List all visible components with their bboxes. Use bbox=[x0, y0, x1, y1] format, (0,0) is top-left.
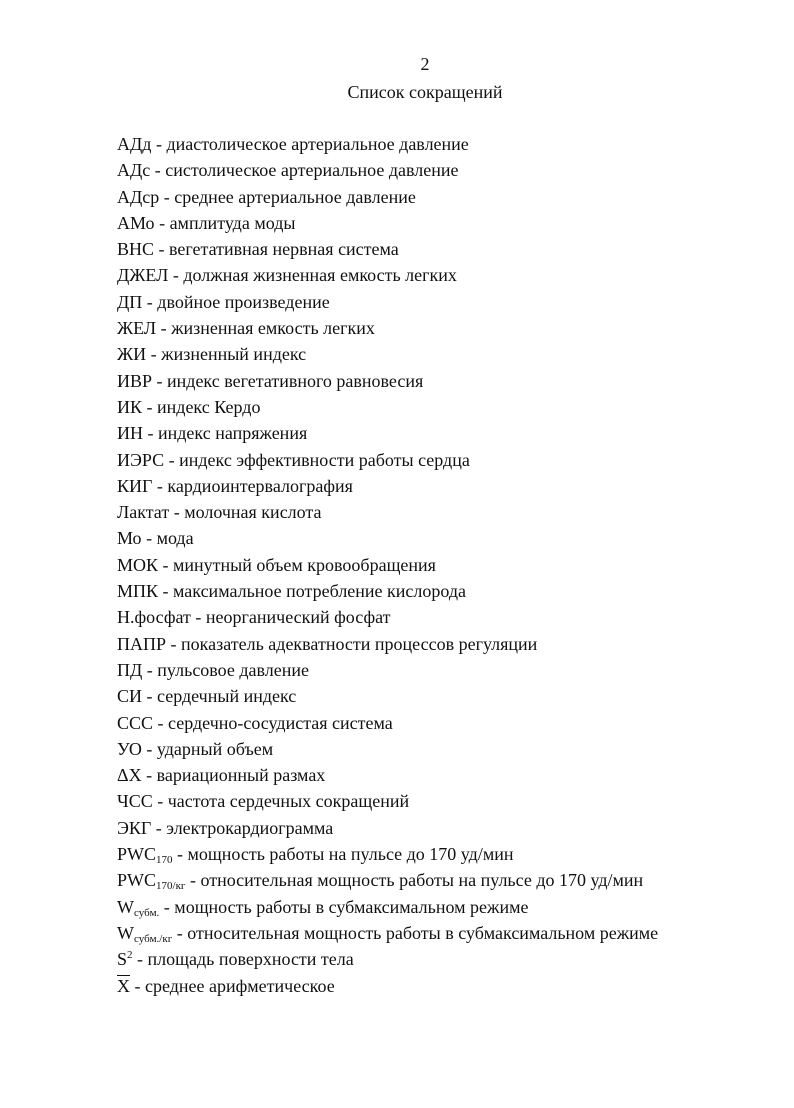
abbreviation-term: АМо bbox=[117, 212, 155, 233]
abbreviation-term: Н.фосфат bbox=[117, 607, 191, 628]
abbreviation-definition: вариационный размах bbox=[156, 765, 326, 786]
abbreviation-term: СИ bbox=[117, 686, 143, 707]
abbreviation-definition: площадь поверхности тела bbox=[147, 949, 354, 970]
abbreviation-subscript: 170 bbox=[156, 854, 173, 867]
abbreviation-term: Лактат bbox=[117, 502, 170, 523]
abbreviation-term: Х bbox=[117, 975, 130, 996]
abbreviation-definition: жизненный индекс bbox=[161, 344, 307, 365]
abbreviation-definition: вегетативная нервная система bbox=[169, 239, 399, 260]
abbreviation-subscript: 170/кг bbox=[156, 880, 186, 893]
abbreviation-term: МПК bbox=[117, 581, 159, 602]
abbreviation-list bbox=[117, 131, 658, 999]
abbreviation-definition: мощность работы в субмаксимальном режиме bbox=[174, 896, 529, 917]
abbreviation-term: ДЖЕЛ bbox=[117, 265, 169, 286]
abbreviation-definition: максимальное потребление кислорода bbox=[173, 581, 467, 602]
abbreviation-term: Мо bbox=[117, 528, 142, 549]
abbreviation-item: АМо - амплитуда моды bbox=[117, 212, 296, 233]
abbreviation-term: ИЭРС bbox=[117, 449, 165, 470]
abbreviation-term: ЧСС bbox=[117, 791, 153, 812]
abbreviation-term: ИВР bbox=[117, 370, 153, 391]
abbreviation-item: ССС - сердечно-сосудистая система bbox=[117, 712, 393, 733]
abbreviation-definition: минутный объем кровообращения bbox=[173, 554, 436, 575]
abbreviation-term: W bbox=[117, 896, 134, 917]
abbreviation-item: Мо - мода bbox=[117, 528, 194, 549]
abbreviation-term: PWC bbox=[117, 844, 157, 865]
abbreviation-definition: среднее артериальное давление bbox=[174, 186, 416, 207]
abbreviation-item: СИ - сердечный индекс bbox=[117, 686, 297, 707]
abbreviation-definition: пульсовое давление bbox=[157, 659, 310, 680]
abbreviation-item: ИВР - индекс вегетативного равновесия bbox=[117, 370, 424, 391]
abbreviation-item: Лактат - молочная кислота bbox=[117, 502, 322, 523]
abbreviation-item: АДс - систолическое артериальное давление bbox=[117, 160, 459, 181]
abbreviation-term: ЖЕЛ bbox=[117, 318, 157, 339]
abbreviation-item: УО - ударный объем bbox=[117, 738, 274, 759]
abbreviation-definition: электрокардиограмма bbox=[166, 817, 334, 838]
abbreviation-term: ССС bbox=[117, 712, 154, 733]
abbreviation-definition: индекс эффективности работы сердца bbox=[179, 449, 470, 470]
abbreviation-item: МПК - максимальное потребление кислорода bbox=[117, 581, 467, 602]
page-number: 2 bbox=[420, 54, 430, 74]
abbreviation-item: ЖИ - жизненный индекс bbox=[117, 344, 307, 365]
abbreviation-term: S bbox=[117, 949, 128, 970]
abbreviation-definition: систолическое артериальное давление bbox=[165, 160, 459, 181]
abbreviation-definition: диастолическое артериальное давление bbox=[166, 134, 469, 154]
abbreviation-term: ПД bbox=[117, 659, 143, 680]
abbreviation-definition: ударный объем bbox=[156, 738, 274, 759]
abbreviation-term: PWC bbox=[117, 870, 157, 891]
abbreviation-item: Х - среднее арифметическое bbox=[117, 975, 335, 996]
abbreviation-definition: мода bbox=[156, 528, 194, 549]
abbreviation-definition: показатель адекватности процессов регуляции bbox=[181, 633, 538, 654]
abbreviation-item: ДП - двойное произведение bbox=[117, 291, 330, 312]
abbreviation-term: ИК bbox=[117, 396, 143, 417]
abbreviation-term: W bbox=[117, 922, 134, 943]
abbreviation-term: АДс bbox=[117, 160, 151, 181]
abbreviation-item: $W_{субм.}$ - мощность работы в субмаксимальном режиме bbox=[117, 896, 529, 919]
abbreviation-item: $S^2$ - площадь поверхности тела bbox=[117, 949, 354, 970]
abbreviation-term: ЭКГ bbox=[117, 817, 152, 838]
abbreviation-term: ЖИ bbox=[117, 344, 147, 365]
abbreviation-definition: неорганический фосфат bbox=[205, 607, 391, 628]
abbreviation-definition: частота сердечных сокращений bbox=[167, 791, 410, 812]
abbreviation-item: $PWC_{170}$ - мощность работы на пульсе до 170 уд/мин bbox=[117, 844, 514, 867]
abbreviation-term: КИГ bbox=[117, 475, 153, 496]
abbreviation-item: АДср - среднее артериальное давление bbox=[117, 186, 416, 207]
abbreviation-subscript: субм./кг bbox=[134, 932, 173, 945]
abbreviation-item: ВНС - вегетативная нервная система bbox=[117, 239, 399, 260]
abbreviation-item: Н.фосфат - неорганический фосфат bbox=[117, 607, 391, 628]
page-title: Список сокращений bbox=[347, 82, 503, 102]
abbreviation-item: ЖЕЛ - жизненная емкость легких bbox=[117, 318, 375, 339]
abbreviation-item: ИК - индекс Кердо bbox=[117, 396, 261, 417]
abbreviation-term: МОК bbox=[117, 554, 159, 575]
abbreviation-definition: мощность работы на пульсе до 170 уд/мин bbox=[187, 844, 514, 865]
abbreviation-item: АДд - диастолическое артериальное давление bbox=[117, 134, 469, 154]
abbreviation-item: $W_{субм./кг}$ - относительная мощность работы в субмаксимальном режиме bbox=[117, 922, 659, 945]
abbreviation-term: ΔХ bbox=[117, 765, 142, 786]
abbreviation-item: МОК - минутный объем кровообращения bbox=[117, 554, 436, 575]
abbreviation-item: ΔХ - вариационный размах bbox=[117, 765, 326, 786]
abbreviation-term: ДП bbox=[117, 291, 143, 312]
abbreviation-item: ИН - индекс напряжения bbox=[117, 423, 308, 444]
abbreviation-definition: жизненная емкость легких bbox=[171, 318, 375, 339]
abbreviation-definition: амплитуда моды bbox=[169, 212, 296, 233]
abbreviation-subscript: субм. bbox=[134, 906, 160, 919]
abbreviation-term: УО bbox=[117, 738, 142, 759]
abbreviation-term: ИН bbox=[117, 423, 143, 444]
abbreviation-item: ЧСС - частота сердечных сокращений bbox=[117, 791, 410, 812]
abbreviation-definition: должная жизненная емкость легких bbox=[183, 265, 457, 286]
abbreviation-item: ЭКГ - электрокардиограмма bbox=[117, 817, 334, 838]
abbreviation-term: АДср bbox=[117, 186, 160, 207]
abbreviation-term: АДд bbox=[117, 134, 152, 154]
abbreviation-definition: относительная мощность работы на пульсе до 170 уд/мин bbox=[200, 870, 644, 891]
abbreviation-definition: молочная кислота bbox=[184, 502, 322, 523]
abbreviation-item: ИЭРС - индекс эффективности работы сердца bbox=[117, 449, 470, 470]
abbreviation-definition: кардиоинтервалография bbox=[167, 475, 353, 496]
abbreviation-item: $PWC_{170/кг}$ - относительная мощность работы на пульсе до 170 уд/мин bbox=[117, 870, 644, 893]
abbreviation-item: ДЖЕЛ - должная жизненная емкость легких bbox=[117, 265, 457, 286]
abbreviation-definition: сердечный индекс bbox=[157, 686, 297, 707]
abbreviation-item: КИГ - кардиоинтервалография bbox=[117, 475, 353, 496]
abbreviation-item: ПД - пульсовое давление bbox=[117, 659, 310, 680]
abbreviation-definition: среднее арифметическое bbox=[145, 975, 335, 996]
abbreviation-definition: относительная мощность работы в субмаксимальном режиме bbox=[187, 922, 659, 943]
abbreviation-term: ПАПР bbox=[117, 633, 167, 654]
abbreviation-superscript: 2 bbox=[127, 949, 133, 962]
abbreviation-definition: сердечно-сосудистая система bbox=[168, 712, 393, 733]
abbreviation-item: ПАПР - показатель адекватности процессов регуляции bbox=[117, 633, 538, 654]
abbreviation-definition: индекс напряжения bbox=[158, 423, 308, 444]
abbreviation-definition: двойное произведение bbox=[157, 291, 330, 312]
abbreviation-definition: индекс Кердо bbox=[157, 396, 261, 417]
abbreviation-definition: индекс вегетативного равновесия bbox=[167, 370, 424, 391]
abbreviation-term: ВНС bbox=[117, 239, 155, 260]
